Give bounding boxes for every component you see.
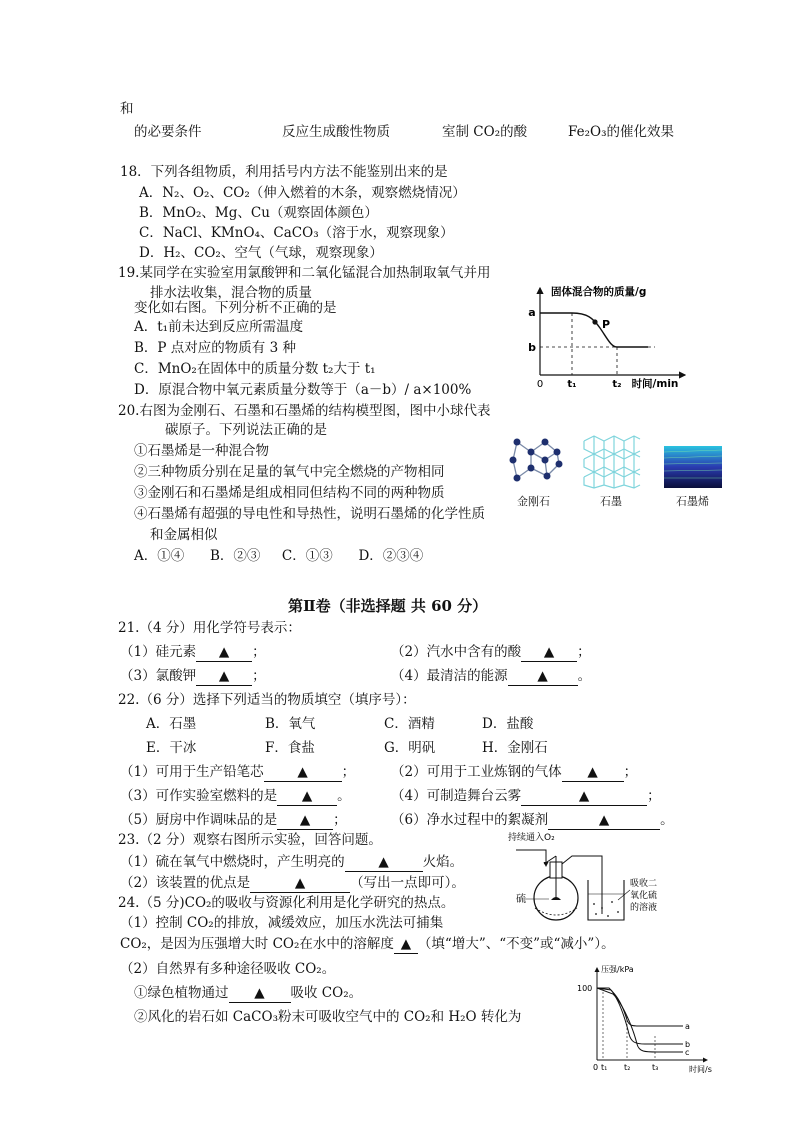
- q24-x-label: 时间/s: [689, 1065, 712, 1074]
- q24-blank-2[interactable]: ▲: [229, 984, 291, 1003]
- q24-x-t1: t₁: [601, 1063, 608, 1072]
- q24-y-100: 100: [577, 984, 593, 993]
- q24-pressure-time-graph: [575, 960, 715, 1075]
- q20-statement-4b: 和金属相似: [150, 527, 218, 543]
- q22-choice-b: B．氧气: [265, 716, 316, 732]
- q23-item-1: （1）硫在氧气中燃烧时，产生明亮的 ▲ 火焰。: [120, 854, 464, 870]
- q19-mass-time-graph: [515, 280, 695, 392]
- q24-label-b: b: [685, 1040, 691, 1049]
- q19-y-label: 固体混合物的质量/g: [551, 286, 647, 298]
- q24-blank-1[interactable]: ▲: [394, 935, 418, 954]
- q19-option-d: D．原混合物中氧元素质量分数等于（a－b）/ a×100%: [134, 382, 472, 398]
- q20-options: A．①④ B．②③ C．①③ D．②③④: [134, 548, 424, 564]
- q18-option-d: D．H₂、CO₂、空气（气球，观察现象）: [139, 245, 383, 261]
- q19-point-p: [592, 319, 597, 324]
- section-title: 第Ⅱ卷（非选择题 共 60 分）: [288, 597, 488, 615]
- q22-choice-c: C．酒精: [384, 716, 435, 732]
- q24-curve-c: [597, 988, 683, 1052]
- q19-option-c: C．MnO₂在固体中的质量分数 t₂大于 t₁: [134, 361, 376, 377]
- q21-item-3: （3）氯酸钾 ▲ ；: [120, 668, 266, 684]
- q24-item-1a: （1）控制 CO₂的排放，减缓效应，加压水洗法可捕集: [120, 915, 444, 931]
- q24-item-2: （2）自然界有多种途径吸收 CO₂。: [120, 961, 336, 977]
- q20-stem-1: 20.右图为金刚石、石墨和石墨烯的结构模型图，图中小球代表: [118, 403, 491, 419]
- q24-label-c: c: [685, 1048, 690, 1057]
- q22-item-3: （3）可作实验室燃料的是 ▲ 。: [120, 788, 351, 804]
- q22-item-5: （5）厨房中作调味品的是 ▲ ；: [120, 812, 347, 828]
- q20-statement-2: ②三种物质分别在足量的氧气中完全燃烧的产物相同: [134, 464, 445, 480]
- q22-blank-2[interactable]: ▲: [562, 763, 624, 782]
- q19-label-t1: t₁: [567, 379, 577, 390]
- q18-option-c: C．NaCl、KMnO₄、CaCO₃（溶于水，观察现象）: [139, 225, 454, 241]
- q22-item-4: （4）可制造舞台云雾 ▲ ；: [391, 788, 661, 804]
- q19-stem-1: 19.某同学在实验室用氯酸钾和二氧化锰混合加热制取氧气并用: [118, 265, 491, 281]
- q21-blank-4[interactable]: ▲: [508, 667, 578, 686]
- q24-curve-b: [597, 988, 683, 1044]
- q24-item-1b: CO₂，是因为压强增大时 CO₂在水中的溶解度 ▲ （填“增大”、“不变”或“减小”）。: [120, 936, 615, 952]
- q23-solution-label-3: 的溶液: [630, 903, 658, 913]
- q23-blank-2[interactable]: ▲: [250, 874, 350, 893]
- q23-apparatus-figure: [502, 828, 692, 923]
- q23-o2-label: 持续通入O₂: [508, 833, 555, 843]
- q22-item-1: （1）可用于生产铅笔芯 ▲ ；: [120, 764, 356, 780]
- q24-stem: 24.（5 分)CO₂的吸收与资源化利用是化学研究的热点。: [118, 895, 455, 911]
- q22-choice-g: G．明矾: [384, 740, 436, 756]
- prev-option-1: 的必要条件: [134, 124, 202, 140]
- q24-x-origin: 0: [593, 1063, 599, 1072]
- q24-label-a: a: [685, 1022, 690, 1031]
- q21-item-1: （1）硅元素 ▲ ；: [120, 644, 266, 660]
- q24-item-2b: ②风化的岩石如 CaCO₃粉末可吸收空气中的 CO₂和 H₂O 转化为: [134, 1009, 522, 1025]
- q22-choice-d: D．盐酸: [482, 716, 534, 732]
- graphite-label: 石墨: [600, 495, 622, 508]
- prev-option-4: Fe₂O₃的催化效果: [568, 124, 675, 140]
- q22-blank-1[interactable]: ▲: [264, 763, 342, 782]
- diamond-structure-image: [505, 428, 567, 490]
- q20-statement-3: ③金刚石和石墨烯是组成相同但结构不同的两种物质: [134, 485, 445, 501]
- q18-stem: 18．下列各组物质，利用括号内方法不能鉴别出来的是: [120, 164, 448, 180]
- q18-option-b: B．MnO₂、Mg、Cu（观察固体颜色）: [139, 205, 378, 221]
- q23-solution-label-2: 氧化硫: [630, 891, 658, 901]
- q24-item-2a: ①绿色植物通过 ▲ 吸收 CO₂。: [134, 985, 363, 1001]
- q23-item-2: （2）该装置的优点是 ▲ （写出一点即可）。: [120, 875, 465, 891]
- q20-statement-1: ①石墨烯是一种混合物: [134, 443, 269, 459]
- q19-curve: [540, 313, 648, 347]
- q21-blank-2[interactable]: ▲: [521, 643, 577, 662]
- q19-option-b: B．P 点对应的物质有 3 种: [134, 340, 296, 356]
- q22-choice-a: A．石墨: [146, 716, 197, 732]
- q22-item-2: （2）可用于工业炼钢的气体 ▲ ；: [391, 764, 638, 780]
- q19-label-origin: 0: [536, 379, 544, 390]
- q22-blank-4[interactable]: ▲: [521, 787, 647, 806]
- graphene-label: 石墨烯: [676, 495, 709, 508]
- q19-label-a: a: [528, 306, 536, 319]
- q22-stem: 22.（6 分）选择下列适当的物质填空（填序号）：: [118, 692, 416, 708]
- graphite-structure-image: [580, 433, 644, 489]
- q23-beaker: [588, 880, 624, 920]
- diamond-label: 金刚石: [517, 495, 550, 508]
- q22-choice-h: H．金刚石: [482, 740, 548, 756]
- q22-choice-f: F．食盐: [265, 740, 315, 756]
- q19-label-t2: t₂: [612, 379, 622, 390]
- q19-stem-2: 排水法收集，混合物的质量: [150, 285, 312, 301]
- q22-blank-3[interactable]: ▲: [277, 787, 337, 806]
- q18-option-a: A．N₂、O₂、CO₂（伸入燃着的木条，观察燃烧情况）: [139, 185, 466, 201]
- q22-blank-6[interactable]: ▲: [548, 811, 660, 830]
- q19-x-label: 时间/min: [631, 378, 679, 390]
- q19-label-p: P: [602, 318, 611, 331]
- q24-x-t3: t₃: [652, 1063, 659, 1072]
- q24-y-label: 压强/kPa: [601, 965, 634, 974]
- q23-stem: 23.（2 分）观察右图所示实验，回答问题。: [118, 832, 382, 848]
- q21-item-2: （2）汽水中含有的酸 ▲ ；: [391, 644, 591, 660]
- graphene-structure-image: [664, 446, 722, 488]
- q21-blank-3[interactable]: ▲: [196, 667, 252, 686]
- q21-stem: 21.（4 分）用化学符号表示：: [118, 620, 301, 636]
- q19-option-a: A．t₁前未达到反应所需温度: [134, 319, 304, 335]
- q24-x-t2: t₂: [624, 1063, 631, 1072]
- q19-label-b: b: [528, 341, 536, 354]
- prev-question-tail: 和: [120, 101, 134, 117]
- q19-stem-3: 变化如右图。下列分析不正确的是: [134, 300, 337, 316]
- prev-option-2: 反应生成酸性物质: [282, 124, 390, 140]
- q23-solution-label-1: 吸收二: [630, 879, 658, 889]
- q24-curve-a: [597, 988, 683, 1026]
- q20-statement-4a: ④石墨烯有超强的导电性和导热性，说明石墨烯的化学性质: [134, 506, 485, 522]
- q23-sulfur-label: 硫: [516, 894, 526, 905]
- q22-choice-e: E．干冰: [146, 740, 197, 756]
- prev-option-3: 室制 CO₂的酸: [442, 124, 528, 140]
- q20-stem-2: 碳原子。下列说法正确的是: [165, 422, 327, 438]
- q22-item-6: （6）净水过程中的絮凝剂 ▲ 。: [391, 812, 674, 828]
- q22-blank-5[interactable]: ▲: [277, 811, 333, 830]
- q21-blank-1[interactable]: ▲: [196, 643, 252, 662]
- q21-item-4: （4）最清洁的能源 ▲ 。: [391, 668, 592, 684]
- q23-blank-1[interactable]: ▲: [345, 853, 423, 872]
